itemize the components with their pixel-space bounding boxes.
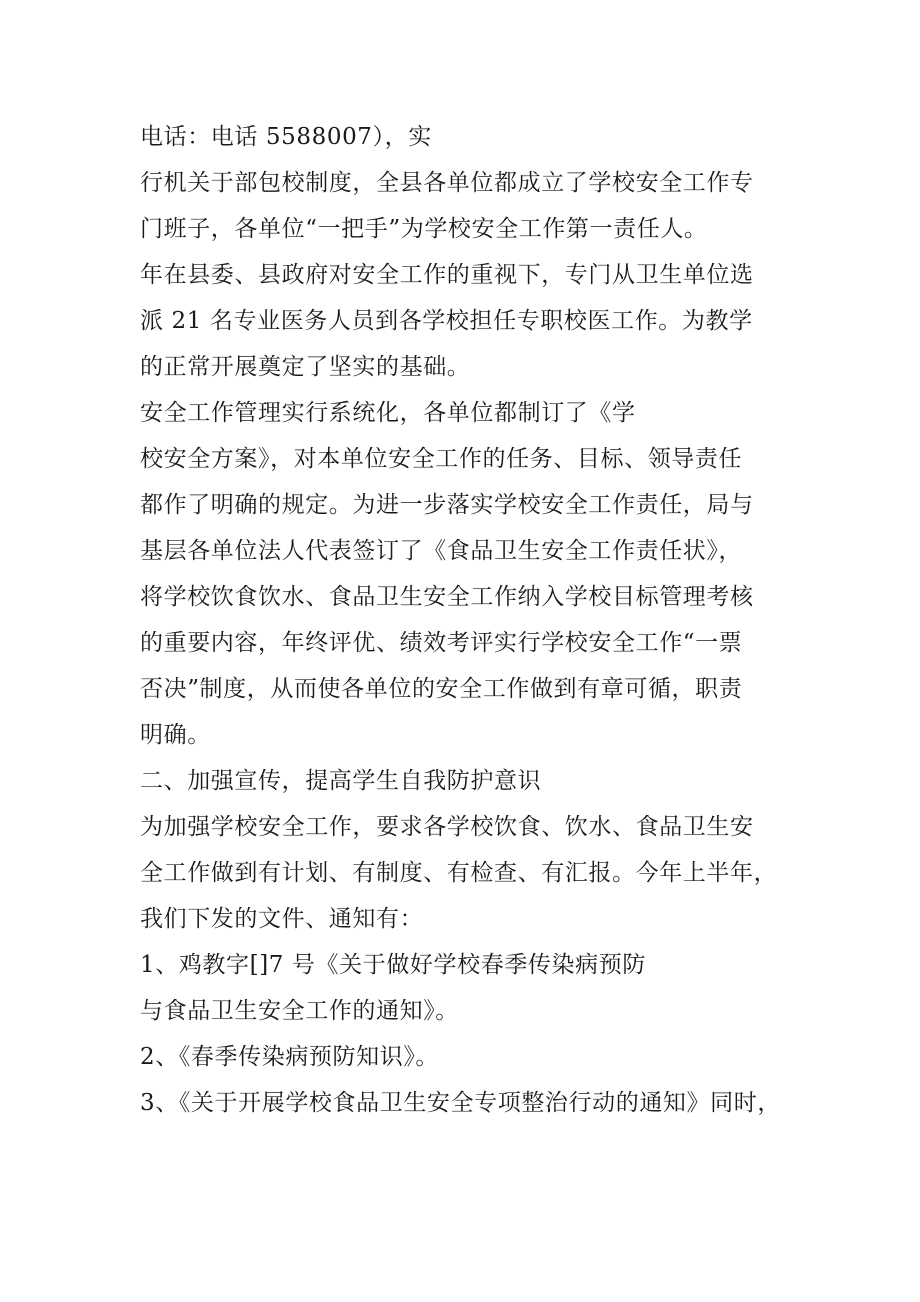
text-line: 年在县委、县政府对安全工作的重视下，专门从卫生单位选 [140, 262, 754, 288]
text-line: 派 21 名专业医务人员到各学校担任专职校医工作。为教学 [140, 308, 753, 334]
text-line: 行机关于部包校制度，全县各单位都成立了学校安全工作专 [140, 170, 754, 196]
section-heading: 二、加强宣传，提高学生自我防护意识 [140, 768, 542, 794]
list-item: 2、《春季传染病预防知识》。 [140, 1044, 440, 1070]
text-line: 与食品卫生安全工作的通知》。 [140, 998, 459, 1024]
list-item: 1、鸡教字[]7 号《关于做好学校春季传染病预防 [140, 952, 646, 978]
text-line: 基层各单位法人代表签订了《食品卫生安全工作责任状》， [140, 538, 743, 564]
text-line: 电话：电话 5588007），实 [140, 124, 432, 150]
text-line: 门班子，各单位“一把手”为学校安全工作第一责任人。 [140, 216, 708, 242]
text-line: 的重要内容，年终评优、绩效考评实行学校安全工作“一票 [140, 630, 743, 656]
text-line: 都作了明确的规定。为进一步落实学校安全工作责任，局与 [140, 492, 754, 518]
text-line: 否决”制度，从而使各单位的安全工作做到有章可循，职责 [140, 676, 743, 702]
text-line: 校安全方案》，对本单位安全工作的任务、目标、领导责任 [140, 446, 743, 472]
text-line: 将学校饮食饮水、食品卫生安全工作纳入学校目标管理考核 [140, 584, 754, 610]
text-line: 明确。 [140, 722, 211, 748]
text-line: 安全工作管理实行系统化，各单位都制订了《学 [140, 400, 636, 426]
text-line: 的正常开展奠定了坚实的基础。 [140, 354, 471, 380]
document-body [140, 114, 790, 1126]
text-line: 全工作做到有计划、有制度、有检查、有汇报。今年上半年， [140, 860, 778, 886]
list-item: 3、《关于开展学校食品卫生安全专项整治行动的通知》同时， [140, 1090, 781, 1116]
text-line: 为加强学校安全工作，要求各学校饮食、饮水、食品卫生安 [140, 814, 754, 840]
text-line: 我们下发的文件、通知有： [140, 906, 424, 932]
